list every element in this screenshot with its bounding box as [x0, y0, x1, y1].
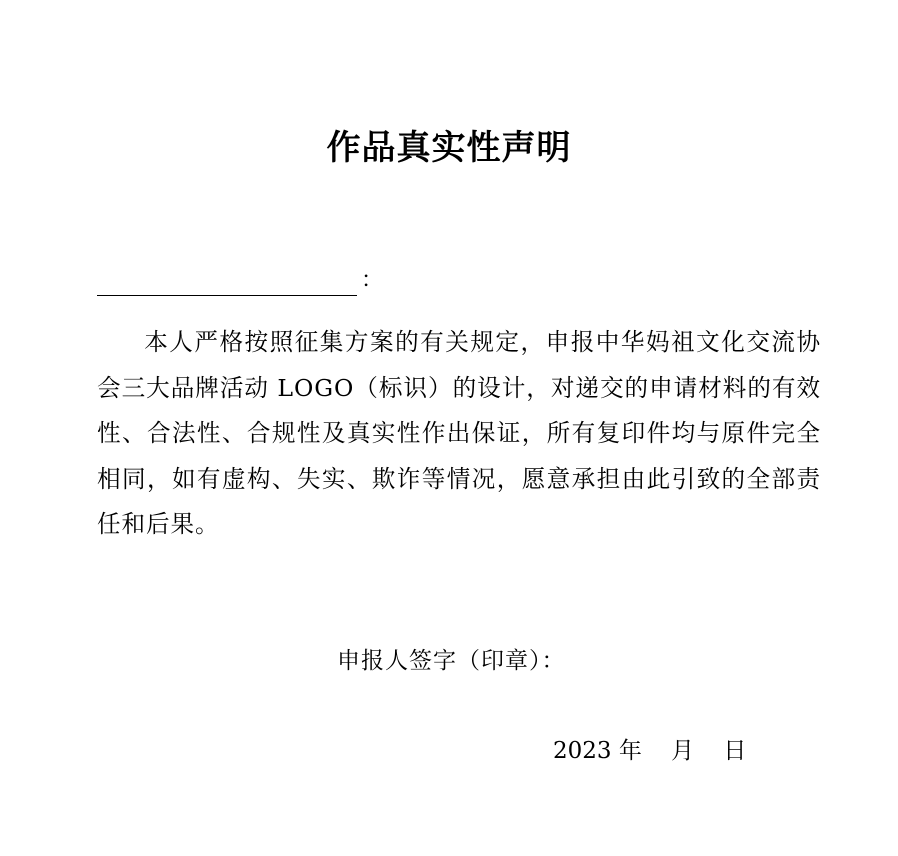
- date-line: 2023 年 月 日: [553, 738, 747, 764]
- document-title: 作品真实性声明: [326, 128, 572, 168]
- addressee-colon: ：: [361, 268, 384, 293]
- signature-label: 申报人签字（印章）：: [337, 648, 566, 674]
- addressee-blank-line: [97, 267, 357, 296]
- addressee-line-block: [97, 266, 383, 296]
- declaration-paragraph: 本人严格按照征集方案的有关规定，申报中华妈祖文化交流协会三大品牌活动 LOGO（标识）的设计，对递交的申请材料的有效性、合法性、合规性及真实性作出保证，所有复印件均与原件完全相同，如有虚构、失实、欺诈等情况，愿意承担由此引致的全部责任和后果。: [97, 328, 821, 538]
